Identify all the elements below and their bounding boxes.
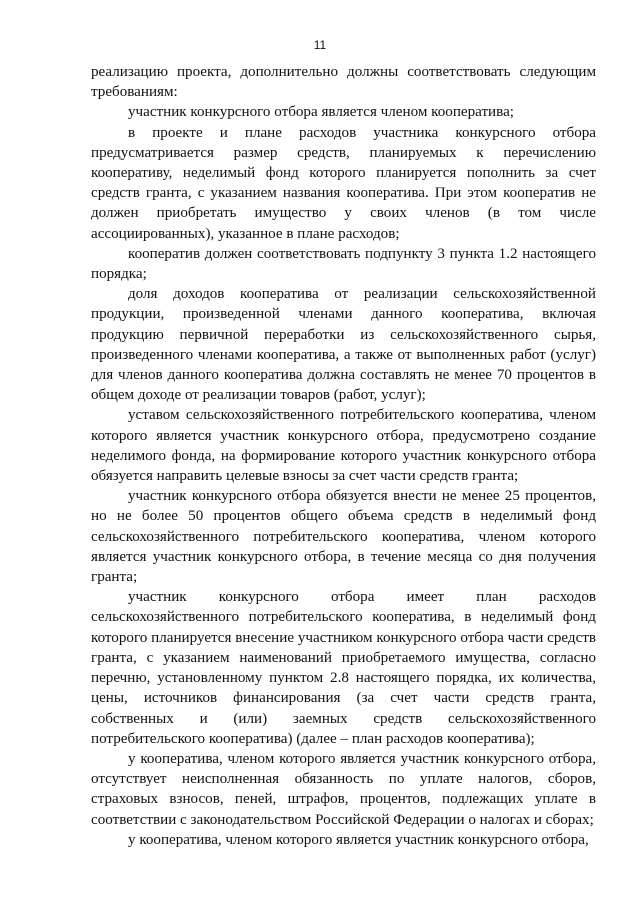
paragraph-trailing: у кооператива, членом которого является участник конкурсного отбора,	[128, 831, 589, 848]
paragraph-expense-plan: в проекте и плане расходов участника конкурсного отбора предусматривается размер средств, планируемых к перечислению кооперативу, неделимый фонд которого планируется пополнить за счет средств гранта, с указанием названия кооператива. При этом кооператив не должен приобретать имущество у своих членов (в том числе ассоциированных), указанное в плане расходов;	[91, 124, 596, 242]
paragraph-tax-obligations: у кооператива, членом которого является участник конкурсного отбора, отсутствует неисполненная обязанность по уплате налогов, сборов, страховых взносов, пеней, штрафов, процентов, подлежащих уплате в соответствии с законодательством Российской Федерации о налогах и сборах;	[91, 750, 596, 828]
document-body	[91, 62, 596, 850]
paragraph-contribution-obligation: участник конкурсного отбора обязуется внести не менее 25 процентов, но не более 50 процентов общего объема средств в неделимый фонд сельскохозяйственного потребительского кооператива, членом которого является участник конкурсного отбора, в течение месяца со дня получения гранта;	[91, 488, 596, 586]
paragraph-income-share: доля доходов кооператива от реализации сельскохозяйственной продукции, произведенной членами данного кооператива, включая продукцию первичной переработки из сельскохозяйственного сырья, произведенного членами кооператива, а также от выполненных работ (услуг) для членов данного кооператива должна составлять не менее 70 процентов в общем доходе от реализации товаров (работ, услуг);	[91, 286, 596, 404]
paragraph-member-requirement: участник конкурсного отбора является членом кооператива;	[128, 104, 514, 121]
paragraph-charter-fund: уставом сельскохозяйственного потребительского кооператива, членом которого является участник конкурсного отбора, предусмотрено создание неделимого фонда, на формирование которого участник конкурсного отбора обязуется направить целевые взносы за счет части средств гранта;	[91, 407, 596, 485]
paragraph-subclause-compliance: кооператив должен соответствовать подпункту 3 пункта 1.2 настоящего порядка;	[91, 245, 596, 283]
paragraph-continuation: реализацию проекта, дополнительно должны соответствовать следующим требованиям:	[91, 64, 596, 101]
page-number: 11	[313, 38, 327, 52]
paragraph-cooperative-expense-plan: участник конкурсного отбора имеет план расходов сельскохозяйственного потребительского кооператива, в неделимый фонд которого планируется внесение участником конкурсного отбора части средств гранта, с указанием наименований приобретаемого имущества, согласно перечню, установленному пунктом 2.8 настоящего порядка, их количества, цены, источников финансирования (за счет части средств гранта, собственных и (или) заемных средств сельскохозяйственного потребительского кооператива) (далее – план расходов кооператива);	[91, 589, 596, 747]
